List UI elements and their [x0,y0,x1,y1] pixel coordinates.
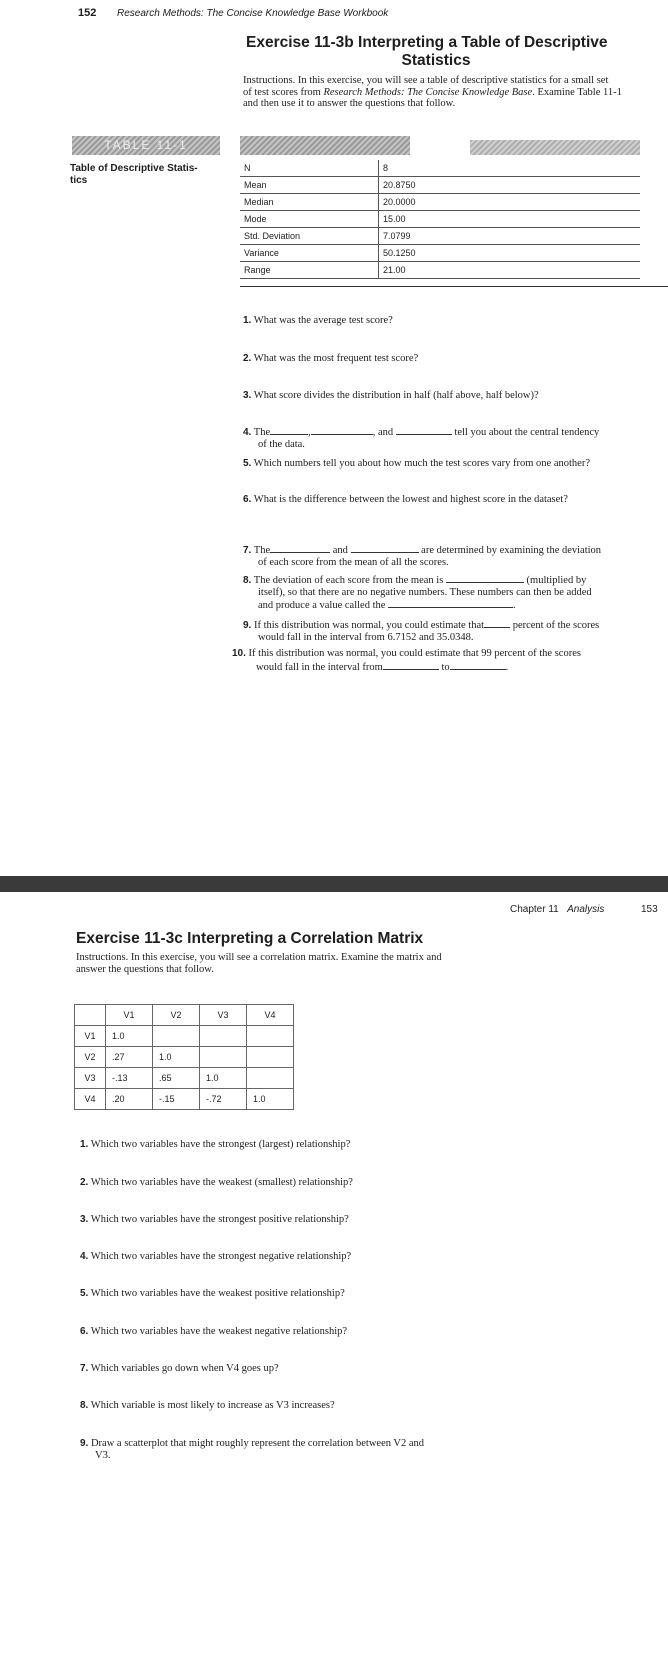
question-7: 7. Which variables go down when V4 goes up? [80,1363,279,1374]
table-row [75,1005,294,1026]
table-cell [153,1026,200,1047]
table-cell: V2 [153,1005,200,1026]
table-cell: N [240,160,379,177]
table-cell: Median [240,194,379,211]
table-cell: V3 [75,1068,106,1089]
answer-blank[interactable] [383,660,439,670]
table-row [240,262,640,279]
table-row [240,160,640,177]
table-cell [247,1068,294,1089]
question-8: 8. Which variable is most likely to increase as V3 increases? [80,1400,335,1411]
table-cell: 1.0 [200,1068,247,1089]
question-1: 1. What was the average test score? [243,315,393,326]
question-7: 7. The and are determined by examining the deviation of each score from the mean of all the scores. [243,545,602,568]
table-cell [200,1047,247,1068]
table-cell: 7.0799 [379,228,641,245]
table-cell [75,1005,106,1026]
table-cell [200,1026,247,1047]
table-cell: 20.0000 [379,194,641,211]
page-divider [0,876,668,892]
answer-blank[interactable] [396,425,452,435]
table-cell: .65 [153,1068,200,1089]
answer-blank[interactable] [446,573,524,583]
table-cell: Range [240,262,379,279]
answer-blank[interactable] [484,618,510,628]
table-cell: V4 [75,1089,106,1110]
table-row [75,1047,294,1068]
table-row [240,194,640,211]
question-5: 5. Which numbers tell you about how much the test scores vary from one another? [243,458,590,469]
table-cell: V1 [75,1026,106,1047]
question-3: 3. Which two variables have the strongest positive relationship? [80,1214,349,1225]
question-2: 2. Which two variables have the weakest (smallest) relationship? [80,1177,353,1188]
answer-blank[interactable] [450,660,506,670]
table-row [75,1026,294,1047]
question-4: 4. Which two variables have the strongest negative relationship? [80,1251,352,1262]
table-row [240,211,640,228]
table-cell: V1 [106,1005,153,1026]
table-cell: 8 [379,160,641,177]
table-cell: 1.0 [106,1026,153,1047]
table-cell: Mode [240,211,379,228]
table-cell: 20.8750 [379,177,641,194]
running-header: Research Methods: The Concise Knowledge Base Workbook [117,8,389,19]
table-cell: -.13 [106,1068,153,1089]
question-8: 8. The deviation of each score from the mean is (multiplied by itself), so that there are no negative numbers. These numbers can then be added and produce a value called the . [243,575,592,611]
table-cell: V4 [247,1005,294,1026]
table-cell: 15.00 [379,211,641,228]
table-row [240,177,640,194]
table-cell: 1.0 [247,1089,294,1110]
table-cell: V3 [200,1005,247,1026]
page-number: 153 [641,904,658,915]
question-6: 6. Which two variables have the weakest negative relationship? [80,1326,348,1337]
question-9: 9. Draw a scatterplot that might roughly represent the correlation between V2 and V3. [80,1438,425,1461]
table-cell [247,1026,294,1047]
table-cell [247,1047,294,1068]
table-row [240,228,640,245]
exercise-title: Exercise 11-3c Interpreting a Correlation Matrix [76,930,424,947]
question-2: 2. What was the most frequent test score? [243,353,419,364]
question-4: 4. The , , and tell you about the central tendency of the data. [243,427,600,450]
answer-blank[interactable] [351,543,419,553]
table-cell: Variance [240,245,379,262]
question-6: 6. What is the difference between the lowest and highest score in the dataset? [243,494,568,505]
answer-blank[interactable] [311,425,373,435]
exercise-title: Exercise 11-3b Interpreting a Table of Descriptive [246,34,608,51]
answer-blank[interactable] [270,543,330,553]
page-number: 152 [78,7,97,19]
table-cell: 50.1250 [379,245,641,262]
descriptive-stats-table [240,160,640,279]
question-1: 1. Which two variables have the strongest (largest) relationship? [80,1139,351,1150]
correlation-matrix [74,1004,294,1110]
question-5: 5. Which two variables have the weakest positive relationship? [80,1288,345,1299]
table-cell: -.15 [153,1089,200,1110]
table-cell: V2 [75,1047,106,1068]
table-cell: Mean [240,177,379,194]
table-header-band [240,136,410,155]
table-cell: .20 [106,1089,153,1110]
table-cell: -.72 [200,1089,247,1110]
instructions: Instructions. In this exercise, you will see a table of descriptive statistics for a small set of test scores from Research Methods: The Concise Knowledge Base. Examine Table 11-1 and then use it to answer the questions that follow. [243,75,622,109]
answer-blank[interactable] [388,598,513,608]
table-row [75,1089,294,1110]
table-cell: 1.0 [153,1047,200,1068]
table-bottom-rule [240,286,668,287]
table-row [75,1068,294,1089]
table-cell: .27 [106,1047,153,1068]
table-cell: Std. Deviation [240,228,379,245]
table-cell: 21.00 [379,262,641,279]
running-header: Chapter 11 Analysis [510,904,605,915]
table-row [240,245,640,262]
question-3: 3. What score divides the distribution in half (half above, half below)? [243,390,539,401]
table-caption: Table of Descriptive Statis- tics [70,163,198,186]
table-badge: TABLE 11-1 [72,136,220,155]
question-10: 10. If this distribution was normal, you could estimate that 99 percent of the scores would fall in the interval from to . [232,648,581,673]
answer-blank[interactable] [270,425,308,435]
instructions: Instructions. In this exercise, you will see a correlation matrix. Examine the matrix and answer the questions that follow. [76,952,442,975]
question-9: 9. If this distribution was normal, you could estimate that percent of the scores would fall in the interval from 6.7152 and 35.0348. [243,620,600,643]
table-header-band-right [470,140,640,155]
exercise-title-line2: Statistics [401,52,471,69]
